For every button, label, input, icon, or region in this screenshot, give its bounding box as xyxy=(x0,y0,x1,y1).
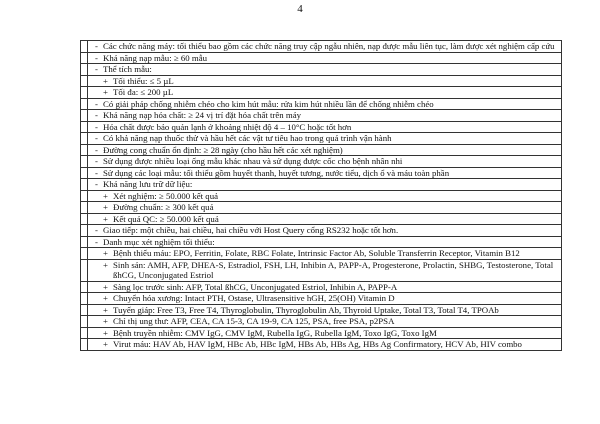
row-text: Khả năng lưu trữ dữ liệu: xyxy=(103,179,193,189)
row-spacer-cell xyxy=(81,327,88,339)
row-content-cell xyxy=(88,98,562,110)
row-content-cell xyxy=(88,52,562,64)
table-row xyxy=(81,225,562,237)
row-text: Hóa chất được bảo quản lạnh ở khoảng nhiệt độ 4 – 10°C hoặc tốt hơn xyxy=(103,121,352,132)
row-text: Chuyển hóa xương: Intact PTH, Ostase, Ultrasensitive hGH, 25(OH) Vitamin D xyxy=(113,293,395,303)
table-row xyxy=(81,110,562,122)
row-content-cell xyxy=(88,281,562,293)
plus-bullet: + xyxy=(103,304,108,315)
plus-bullet: + xyxy=(103,202,108,212)
row-content-cell xyxy=(88,156,562,168)
row-text: Tối thiểu: ≤ 5 µL xyxy=(113,75,174,86)
row-content-cell xyxy=(88,190,562,202)
table-row xyxy=(81,179,562,191)
plus-bullet: + xyxy=(103,87,108,97)
row-text: Đường chuẩn: ≥ 300 kết quả xyxy=(113,202,214,212)
table-row xyxy=(81,293,562,305)
row-text: Danh mục xét nghiệm tối thiểu: xyxy=(103,236,215,247)
plus-bullet: + xyxy=(103,213,108,224)
table-row xyxy=(81,75,562,87)
dash-bullet: - xyxy=(95,167,98,178)
row-spacer-cell xyxy=(81,64,88,76)
dash-bullet: - xyxy=(95,179,98,189)
row-text: Bệnh thiếu máu: EPO, Ferritin, Folate, RBC Folate, Intrinsic Factor Ab, Soluble Transferrin Receptor, Vitamin B12 xyxy=(113,248,520,258)
table-row xyxy=(81,121,562,133)
table-row xyxy=(81,98,562,110)
table-row xyxy=(81,190,562,202)
dash-bullet: - xyxy=(95,121,98,132)
row-spacer-cell xyxy=(81,281,88,293)
row-spacer-cell xyxy=(81,213,88,225)
plus-bullet: + xyxy=(103,339,108,349)
row-spacer-cell xyxy=(81,293,88,305)
table-row xyxy=(81,339,562,351)
row-text: Đường cong chuẩn ổn định: ≥ 28 ngày (cho hầu hết các xét nghiệm) xyxy=(103,144,343,155)
plus-bullet: + xyxy=(103,248,108,258)
dash-bullet: - xyxy=(95,64,98,74)
row-spacer-cell xyxy=(81,259,88,281)
table-row xyxy=(81,41,562,53)
row-content-cell xyxy=(88,179,562,191)
row-spacer-cell xyxy=(81,248,88,260)
row-spacer-cell xyxy=(81,339,88,351)
row-content-cell xyxy=(88,110,562,122)
row-content-cell xyxy=(88,133,562,145)
row-content-cell xyxy=(88,225,562,237)
dash-bullet: - xyxy=(95,225,98,235)
row-content-cell xyxy=(88,41,562,53)
row-spacer-cell xyxy=(81,236,88,248)
row-spacer-cell xyxy=(81,133,88,145)
plus-bullet: + xyxy=(103,281,108,292)
row-content-cell xyxy=(88,259,562,281)
row-content-cell xyxy=(88,121,562,133)
row-content-cell xyxy=(88,75,562,87)
table-row xyxy=(81,167,562,179)
table-row xyxy=(81,236,562,248)
row-text: Có khả năng nạp thuốc thử và hầu hết các vật tư tiêu hao trong quá trình vận hành xyxy=(103,133,392,143)
row-content-cell xyxy=(88,327,562,339)
row-text: Sử dụng được nhiều loại ống mẫu khác nhau và sử dụng được cốc cho bệnh nhân nhi xyxy=(103,156,403,166)
table-row xyxy=(81,87,562,99)
row-text: Tối đa: ≤ 200 µL xyxy=(113,87,174,97)
table-row xyxy=(81,281,562,293)
table-row xyxy=(81,327,562,339)
row-content-cell xyxy=(88,316,562,328)
row-content-cell xyxy=(88,213,562,225)
row-text: Sinh sản: AMH, AFP, DHEA-S, Estradiol, FSH, LH, Inhibin A, PAPP-A, Progesterone, Prolactin, SHBG, Testosterone, Total ßhCG, Unconjugated Estriol xyxy=(113,259,554,280)
row-text: Sàng lọc trước sinh: AFP, Total ßhCG, Unconjugated Estriol, Inhibin A, PAPP-A xyxy=(113,281,398,292)
plus-bullet: + xyxy=(103,190,108,201)
row-content-cell xyxy=(88,293,562,305)
plus-bullet: + xyxy=(103,259,108,270)
row-spacer-cell xyxy=(81,156,88,168)
row-content-cell xyxy=(88,144,562,156)
row-content-cell xyxy=(88,339,562,351)
table-row xyxy=(81,259,562,281)
row-text: Xét nghiệm: ≥ 50.000 kết quả xyxy=(113,190,218,201)
dash-bullet: - xyxy=(95,236,98,247)
dash-bullet: - xyxy=(95,156,98,166)
row-spacer-cell xyxy=(81,121,88,133)
row-text: Kết quả QC: ≥ 50.000 kết quả xyxy=(113,213,219,224)
specification-table xyxy=(80,40,562,351)
plus-bullet: + xyxy=(103,75,108,86)
row-content-cell xyxy=(88,236,562,248)
table-row xyxy=(81,213,562,225)
table-row xyxy=(81,52,562,64)
row-content-cell xyxy=(88,64,562,76)
row-text: Có giải pháp chống nhiễm chéo cho kim hút mẫu: rửa kim hút nhiều lần để chống nhiễm chéo xyxy=(103,98,434,109)
plus-bullet: + xyxy=(103,293,108,303)
dash-bullet: - xyxy=(95,144,98,155)
table-row xyxy=(81,202,562,214)
row-spacer-cell xyxy=(81,52,88,64)
plus-bullet: + xyxy=(103,327,108,338)
row-text: Các chức năng máy: tối thiểu bao gồm các chức năng truy cập ngẫu nhiên, nạp được mẫu liên tục, làm được xét nghiệm cấp cứu xyxy=(103,41,555,51)
row-spacer-cell xyxy=(81,144,88,156)
table-row xyxy=(81,133,562,145)
row-text: Chỉ thị ung thư: AFP, CEA, CA 15-3, CA 19-9, CA 125, PSA, free PSA, p2PSA xyxy=(113,316,395,326)
dash-bullet: - xyxy=(95,41,98,51)
dash-bullet: - xyxy=(95,52,98,63)
row-spacer-cell xyxy=(81,167,88,179)
row-text: Tuyến giáp: Free T3, Free T4, Thyroglobulin, Thyroglobulin Ab, Thyroid Uptake, Total T3, Total T4, TPOAb xyxy=(113,304,499,315)
row-spacer-cell xyxy=(81,75,88,87)
row-content-cell xyxy=(88,248,562,260)
row-content-cell xyxy=(88,87,562,99)
row-spacer-cell xyxy=(81,110,88,122)
dash-bullet: - xyxy=(95,110,98,120)
row-content-cell xyxy=(88,304,562,316)
row-spacer-cell xyxy=(81,41,88,53)
row-text: Thể tích mẫu: xyxy=(103,64,152,74)
row-text: Virut máu: HAV Ab, HAV IgM, HBc Ab, HBc IgM, HBs Ab, HBs Ag, HBs Ag Confirmatory, HCV Ab, HIV combo xyxy=(113,339,522,349)
table-row xyxy=(81,144,562,156)
row-content-cell xyxy=(88,167,562,179)
row-content-cell xyxy=(88,202,562,214)
dash-bullet: - xyxy=(95,133,98,143)
dash-bullet: - xyxy=(95,98,98,109)
row-spacer-cell xyxy=(81,98,88,110)
table-row xyxy=(81,316,562,328)
plus-bullet: + xyxy=(103,316,108,326)
row-text: Bệnh truyền nhiễm: CMV IgG, CMV IgM, Rubella IgG, Rubella IgM, Toxo IgG, Toxo IgM xyxy=(113,327,437,338)
row-spacer-cell xyxy=(81,202,88,214)
row-spacer-cell xyxy=(81,304,88,316)
row-text: Sử dụng các loại mẫu: tối thiểu gồm huyết thanh, huyết tương, nước tiểu, dịch ổ và máu toàn phần xyxy=(103,167,450,178)
table-row xyxy=(81,64,562,76)
row-spacer-cell xyxy=(81,225,88,237)
row-spacer-cell xyxy=(81,190,88,202)
table-row xyxy=(81,156,562,168)
table-row xyxy=(81,248,562,260)
row-text: Giao tiếp: một chiều, hai chiều, hai chiều với Host Query cổng RS232 hoặc tốt hơn. xyxy=(103,225,399,235)
row-text: Khả năng nạp hóa chất: ≥ 24 vị trí đặt hóa chất trên máy xyxy=(103,110,302,120)
row-spacer-cell xyxy=(81,179,88,191)
row-spacer-cell xyxy=(81,87,88,99)
row-spacer-cell xyxy=(81,316,88,328)
row-text: Khả năng nạp mẫu: ≥ 60 mẫu xyxy=(103,52,208,63)
page-number: 4 xyxy=(297,3,303,15)
table-row xyxy=(81,304,562,316)
